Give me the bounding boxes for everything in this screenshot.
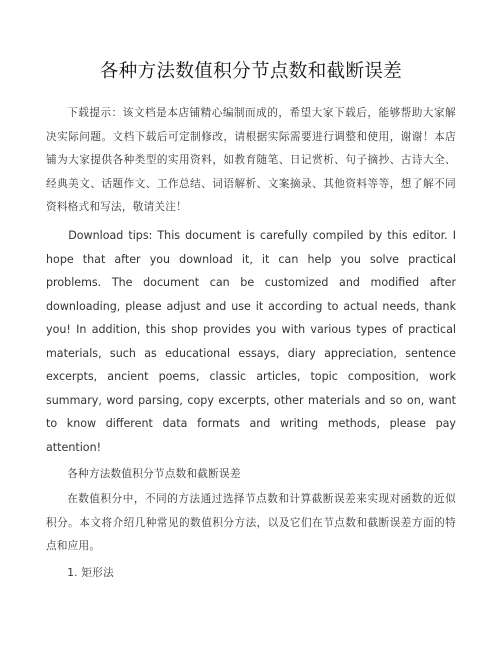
document-title: 各种方法数值积分节点数和截断误差 xyxy=(99,61,403,82)
download-tips-english: Download tips: This document is carefully compiled by this editor. I hope that after you download it, it can help you solve practical problems. The document can be customized and modified after downloading, please adjust and use it according to actual needs, thank you! In addition, this shop provides you with various types of practical materials, such as educational essays, diary appreciation, sentence excerpts, ancient poems, classic articles, topic composition, work summary, word parsing, copy excerpts, other materials and so on, want to know different data formats and writing methods, please pay attention! xyxy=(46,228,456,454)
intro-paragraph: 在数值积分中，不同的方法通过选择节点数和计算截断误差来实现对函数的近似积分。本文将介绍几种常见的数值积分方法，以及它们在节点数和截断误差方面的特点和应用。 xyxy=(46,493,456,553)
download-tips-chinese: 下载提示：该文档是本店铺精心编制而成的，希望大家下载后，能够帮助大家解决实际问题。文档下载后可定制修改，请根据实际需要进行调整和使用，谢谢！本店铺为大家提供各种类型的实用资料，如教育随笔、日记赏析、句子摘抄、古诗大全、经典美文、话题作文、工作总结、词语解析、文案摘录、其他资料等等，想了解不同资料格式和写法，敬请关注！ xyxy=(46,107,456,214)
section-subtitle: 各种方法数值积分节点数和截断误差 xyxy=(67,468,241,481)
section-heading-rectangle-method: 1. 矩形法 xyxy=(67,566,114,579)
